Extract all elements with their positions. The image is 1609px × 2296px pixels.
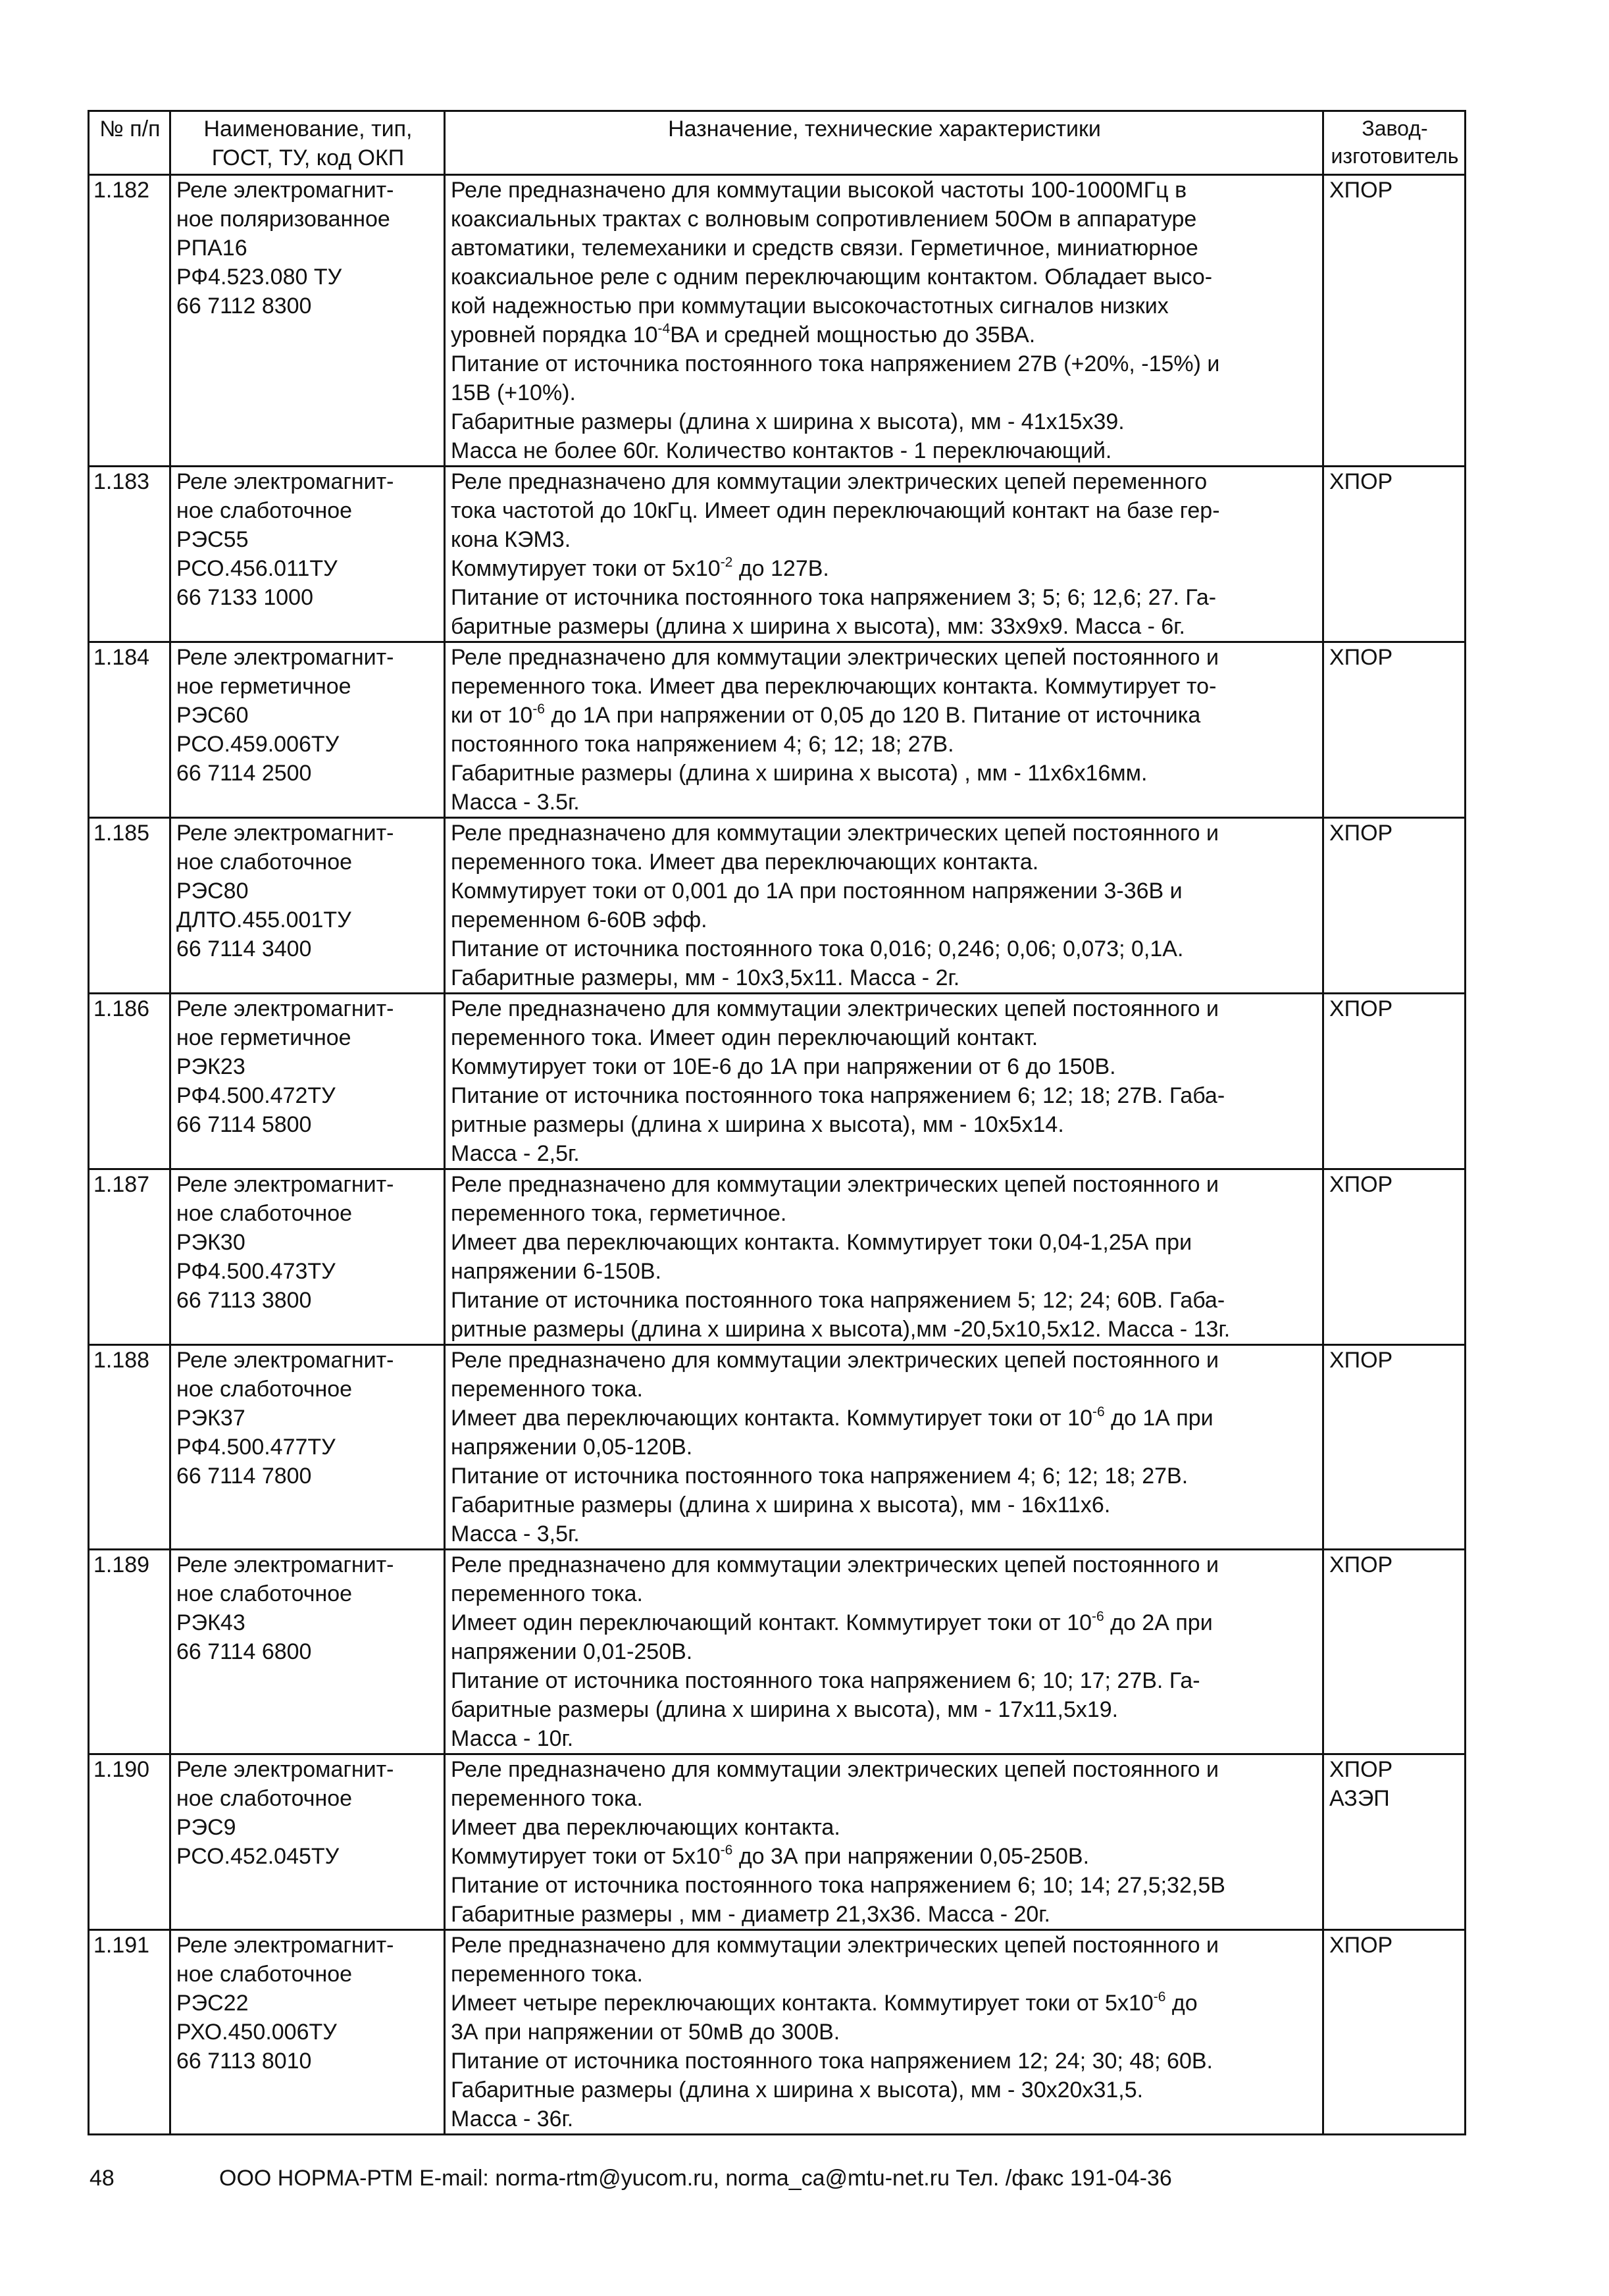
cell-product-name (170, 1930, 445, 2135)
header-number: № п/п (89, 111, 170, 175)
cell-product-name-line: РФ4.500.473ТУ (176, 1259, 336, 1284)
cell-product-name-line: РЭС22 (176, 1991, 249, 2016)
cell-description-line: Питание от источника постоянного тока 0,016; 0,246; 0,06; 0,073; 0,1А. (451, 936, 1184, 961)
cell-item-number: 1.186 (89, 994, 170, 1169)
cell-item-number: 1.182 (89, 175, 170, 467)
cell-description-line: Реле предназначено для коммутации электрических цепей постоянного и (451, 1933, 1219, 1958)
cell-description-line: переменном 6-60В эфф. (451, 907, 707, 932)
header-manufacturer: Завод-изготовитель (1323, 111, 1466, 175)
cell-manufacturer (1323, 994, 1466, 1169)
cell-product-name-line: РЭК23 (176, 1054, 245, 1079)
cell-description-line: переменного тока. (451, 1786, 643, 1811)
cell-description-line: Масса не более 60г. Количество контактов - 1 переключающий. (451, 438, 1112, 463)
cell-description-line: переменного тока. (451, 1581, 643, 1606)
cell-product-name-line: РХО.450.006ТУ (176, 2020, 337, 2045)
cell-description-line: переменного тока. (451, 1962, 643, 1987)
cell-description-line: 3А при напряжении от 50мВ до 300В. (451, 2020, 840, 2045)
cell-description-line: Питание от источника постоянного тока напряжением 12; 24; 30; 48; 60В. (451, 2049, 1213, 2074)
table-row (89, 1754, 1466, 1930)
cell-description (445, 1930, 1323, 2135)
cell-description-line: Питание от источника постоянного тока напряжением 6; 12; 18; 27В. Габа- (451, 1083, 1225, 1108)
cell-description-line: постоянного тока напряжением 4; 6; 12; 18; 27В. (451, 732, 954, 757)
cell-product-name-line: 66 7113 3800 (176, 1288, 312, 1313)
cell-product-name-line: ное герметичное (176, 674, 351, 699)
cell-manufacturer-line: ХПОР (1329, 469, 1393, 494)
table-header-row (89, 111, 1466, 175)
table-row (89, 1930, 1466, 2135)
table-body (89, 175, 1466, 2135)
cell-product-name (170, 1754, 445, 1930)
cell-item-number: 1.190 (89, 1754, 170, 1930)
cell-description-line: Реле предназначено для коммутации высокой частоты 100-1000МГц в (451, 178, 1187, 203)
cell-description-line: баритные размеры (длина х ширина х высота), мм: 33х9х9. Масса - 6г. (451, 614, 1185, 639)
cell-product-name-line: ное слаботочное (176, 1377, 353, 1402)
cell-description-line: Габаритные размеры (длина х ширина х высота) , мм - 11х6х16мм. (451, 761, 1148, 786)
cell-manufacturer (1323, 1169, 1466, 1345)
cell-description (445, 1345, 1323, 1550)
cell-product-name-line: РЭС55 (176, 527, 249, 552)
cell-product-name-line: 66 7133 1000 (176, 585, 313, 610)
table-row (89, 1169, 1466, 1345)
cell-product-name-line: ное слаботочное (176, 1962, 353, 1987)
cell-description-line: Питание от источника постоянного тока напряжением 6; 10; 17; 27В. Га- (451, 1668, 1200, 1693)
cell-product-name-line: Реле электромагнит- (176, 1172, 394, 1197)
cell-product-name-line: РСО.452.045ТУ (176, 1844, 340, 1869)
cell-product-name-line: Реле электромагнит- (176, 1348, 394, 1373)
cell-description-line: Реле предназначено для коммутации электрических цепей переменного (451, 469, 1208, 494)
cell-description-line: Коммутирует токи от 0,001 до 1А при постоянном напряжении 3-36В и (451, 879, 1183, 904)
cell-description (445, 642, 1323, 818)
cell-description-line: Габаритные размеры , мм - диаметр 21,3х36. Масса - 20г. (451, 1902, 1050, 1927)
cell-product-name-line: РПА16 (176, 236, 247, 261)
table-row (89, 994, 1466, 1169)
cell-product-name-line: РФ4.523.080 ТУ (176, 265, 342, 290)
cell-product-name-line: ДЛТО.455.001ТУ (176, 907, 351, 932)
table-row (89, 175, 1466, 467)
cell-description-line: Реле предназначено для коммутации электрических цепей постоянного и (451, 996, 1219, 1021)
cell-manufacturer-line: ХПОР (1329, 1933, 1393, 1958)
cell-item-number: 1.185 (89, 818, 170, 994)
cell-description-line: Имеет два переключающих контакта. Коммутирует токи от $10^{-6}$ до 1А при (451, 1404, 1213, 1431)
cell-product-name-line: 66 7114 7800 (176, 1464, 312, 1489)
cell-product-name-line: РЭС60 (176, 703, 249, 728)
cell-manufacturer-line: ХПОР (1329, 645, 1393, 670)
cell-item-number: 1.188 (89, 1345, 170, 1550)
cell-description-line: кона КЭМ3. (451, 527, 571, 552)
table-row (89, 818, 1466, 994)
cell-description-line: Габаритные размеры (длина х ширина х высота), мм - 30х20х31,5. (451, 2078, 1144, 2103)
cell-description-line: Масса - 36г. (451, 2106, 574, 2131)
table-row (89, 1550, 1466, 1754)
cell-manufacturer-line: АЗЭП (1329, 1786, 1390, 1811)
cell-product-name-line: ное поляризованное (176, 207, 390, 232)
cell-description-line: Габаритные размеры (длина х ширина х высота), мм - 41х15х39. (451, 409, 1125, 434)
cell-product-name (170, 1169, 445, 1345)
cell-description-line: Габаритные размеры, мм - 10х3,5х11. Масса - 2г. (451, 965, 960, 990)
cell-product-name-line: Реле электромагнит- (176, 1552, 394, 1577)
cell-product-name-line: РФ4.500.472ТУ (176, 1083, 336, 1108)
cell-description (445, 1550, 1323, 1754)
cell-manufacturer (1323, 818, 1466, 994)
cell-item-number: 1.184 (89, 642, 170, 818)
cell-item-number: 1.189 (89, 1550, 170, 1754)
cell-description-line: переменного тока, герметичное. (451, 1201, 787, 1226)
footer-contacts: ООО НОРМА-РТМ E-mail: norma-rtm@yucom.ru, norma_ca@mtu-net.ru Тел. /факс 191-04-36 (219, 2166, 1172, 2191)
cell-product-name-line: Реле электромагнит- (176, 469, 394, 494)
cell-description-line: переменного тока. Имеет два переключающих контакта. Коммутирует то- (451, 674, 1217, 699)
cell-description (445, 818, 1323, 994)
cell-description-line: Имеет один переключающий контакт. Коммутирует токи от $10^{-6}$ до 2А при (451, 1608, 1213, 1635)
cell-product-name (170, 818, 445, 994)
table-row (89, 1345, 1466, 1550)
cell-product-name-line: Реле электромагнит- (176, 996, 394, 1021)
cell-description-line: Масса - 3,5г. (451, 1521, 580, 1546)
cell-description-line: Реле предназначено для коммутации электрических цепей постоянного и (451, 1757, 1219, 1782)
cell-product-name-line: Реле электромагнит- (176, 645, 394, 670)
cell-description-line: Реле предназначено для коммутации электрических цепей постоянного и (451, 1552, 1219, 1577)
cell-description-line: Масса - 3.5г. (451, 790, 580, 815)
cell-description (445, 1754, 1323, 1930)
cell-product-name-line: 66 7112 8300 (176, 293, 312, 319)
cell-product-name-line: Реле электромагнит- (176, 178, 394, 203)
cell-manufacturer-line: ХПОР (1329, 1348, 1393, 1373)
cell-description (445, 175, 1323, 467)
cell-product-name-line: ное слаботочное (176, 1581, 353, 1606)
cell-item-number: 1.191 (89, 1930, 170, 2135)
cell-manufacturer (1323, 467, 1466, 642)
relay-catalog-table (88, 110, 1466, 2135)
cell-manufacturer-line: ХПОР (1329, 1757, 1393, 1782)
cell-product-name-line: РЭК30 (176, 1230, 245, 1255)
cell-description-line: Питание от источника постоянного тока напряжением 4; 6; 12; 18; 27В. (451, 1464, 1188, 1489)
header-name: Наименование, тип, ГОСТ, ТУ, код ОКП (170, 111, 445, 175)
cell-product-name-line: РСО.459.006ТУ (176, 732, 340, 757)
page-number: 48 (89, 2166, 115, 2191)
cell-description-line: переменного тока. (451, 1377, 643, 1402)
cell-product-name-line: Реле электромагнит- (176, 1757, 394, 1782)
cell-product-name (170, 642, 445, 818)
cell-description-line: тока частотой до 10кГц. Имеет один переключающий контакт на базе гер- (451, 498, 1220, 523)
cell-description (445, 467, 1323, 642)
cell-description-line: Реле предназначено для коммутации электрических цепей постоянного и (451, 645, 1219, 670)
cell-product-name-line: ное слаботочное (176, 850, 353, 875)
cell-description-line: Питание от источника постоянного тока напряжением 5; 12; 24; 60В. Габа- (451, 1288, 1225, 1313)
cell-item-number: 1.183 (89, 467, 170, 642)
cell-description (445, 1169, 1323, 1345)
cell-product-name (170, 1345, 445, 1550)
cell-description-line: кой надежностью при коммутации высокочастотных сигналов низких (451, 293, 1169, 319)
cell-description-line: Коммутирует токи от 10Е-6 до 1А при напряжении от 6 до 150В. (451, 1054, 1116, 1079)
cell-product-name-line: РЭК43 (176, 1610, 245, 1635)
cell-product-name-line: ное герметичное (176, 1025, 351, 1050)
cell-product-name-line: РСО.456.011ТУ (176, 556, 338, 581)
cell-description-line: Питание от источника постоянного тока напряжением 6; 10; 14; 27,5;32,5В (451, 1873, 1225, 1898)
cell-product-name-line: 66 7114 2500 (176, 761, 312, 786)
cell-product-name (170, 1550, 445, 1754)
cell-product-name-line: Реле электромагнит- (176, 1933, 394, 1958)
cell-description-line: коаксиальное реле с одним переключающим контактом. Обладает высо- (451, 265, 1213, 290)
cell-description-line: Реле предназначено для коммутации электрических цепей постоянного и (451, 1172, 1219, 1197)
cell-description-line: напряжении 0,01-250В. (451, 1639, 693, 1664)
cell-description-line: напряжении 0,05-120В. (451, 1435, 693, 1460)
cell-description-line: ритные размеры (длина х ширина х высота),мм -20,5х10,5х12. Масса - 13г. (451, 1317, 1231, 1342)
cell-description-line: уровней порядка $10^{-4}ВА$ и средней мощностью до 35ВА. (451, 320, 1036, 347)
cell-description-line: Масса - 10г. (451, 1726, 574, 1751)
header-description: Назначение, технические характеристики (445, 111, 1323, 175)
cell-product-name (170, 467, 445, 642)
cell-description-line: Реле предназначено для коммутации электрических цепей постоянного и (451, 821, 1219, 846)
cell-product-name-line: 66 7113 8010 (176, 2049, 312, 2074)
cell-manufacturer (1323, 642, 1466, 818)
cell-description-line: ритные размеры (длина х ширина х высота), мм - 10х5х14. (451, 1112, 1064, 1137)
cell-description-line: коаксиальных трактах с волновым сопротивлением 50Ом в аппаратуре (451, 207, 1197, 232)
cell-description-line: ки от $10^{-6}$ до 1А при напряжении от 0,05 до 120 В. Питание от источника (451, 701, 1201, 728)
cell-manufacturer (1323, 175, 1466, 467)
cell-description-line: Реле предназначено для коммутации электрических цепей постоянного и (451, 1348, 1219, 1373)
cell-manufacturer-line: ХПОР (1329, 178, 1393, 203)
cell-product-name-line: ное слаботочное (176, 1786, 353, 1811)
cell-product-name-line: 66 7114 6800 (176, 1639, 312, 1664)
cell-manufacturer-line: ХПОР (1329, 996, 1393, 1021)
cell-description (445, 994, 1323, 1169)
cell-description-line: Имеет два переключающих контакта. (451, 1815, 840, 1840)
cell-product-name-line: 66 7114 5800 (176, 1112, 312, 1137)
cell-description-line: Масса - 2,5г. (451, 1141, 580, 1166)
cell-description-line: баритные размеры (длина х ширина х высота), мм - 17х11,5х19. (451, 1697, 1119, 1722)
cell-description-line: напряжении 6-150В. (451, 1259, 661, 1284)
cell-manufacturer-line: ХПОР (1329, 1172, 1393, 1197)
cell-product-name-line: ное слаботочное (176, 1201, 353, 1226)
cell-product-name (170, 175, 445, 467)
cell-manufacturer (1323, 1930, 1466, 2135)
cell-manufacturer (1323, 1550, 1466, 1754)
cell-manufacturer-line: ХПОР (1329, 821, 1393, 846)
cell-product-name-line: РЭС80 (176, 879, 249, 904)
cell-product-name-line: 66 7114 3400 (176, 936, 312, 961)
cell-description-line: Питание от источника постоянного тока напряжением 27В (+20%, -15%) и (451, 351, 1220, 376)
cell-description-line: переменного тока. Имеет два переключающих контакта. (451, 850, 1039, 875)
cell-description-line: Коммутирует токи от $5х10^{-2}$ до 127В. (451, 554, 829, 581)
cell-description-line: Питание от источника постоянного тока напряжением 3; 5; 6; 12,6; 27. Га- (451, 585, 1217, 610)
cell-product-name-line: РЭК37 (176, 1406, 245, 1431)
cell-description-line: Имеет два переключающих контакта. Коммутирует токи 0,04-1,25А при (451, 1230, 1192, 1255)
cell-description-line: автоматики, телемеханики и средств связи. Герметичное, миниатюрное (451, 236, 1198, 261)
cell-product-name-line: РФ4.500.477ТУ (176, 1435, 336, 1460)
cell-manufacturer-line: ХПОР (1329, 1552, 1393, 1577)
cell-manufacturer (1323, 1345, 1466, 1550)
cell-description-line: переменного тока. Имеет один переключающий контакт. (451, 1025, 1038, 1050)
cell-product-name-line: ное слаботочное (176, 498, 353, 523)
cell-product-name (170, 994, 445, 1169)
cell-product-name-line: РЭС9 (176, 1815, 236, 1840)
cell-product-name-line: Реле электромагнит- (176, 821, 394, 846)
cell-item-number: 1.187 (89, 1169, 170, 1345)
cell-description-line: 15В (+10%). (451, 380, 576, 405)
cell-description-line: Коммутирует токи от $5х10^{-6}$ до 3А при напряжении 0,05-250В. (451, 1842, 1090, 1869)
table-row (89, 642, 1466, 818)
cell-manufacturer (1323, 1754, 1466, 1930)
cell-description-line: Габаритные размеры (длина х ширина х высота), мм - 16х11х6. (451, 1492, 1111, 1518)
cell-description-line: Имеет четыре переключающих контакта. Коммутирует токи от $5х10^{-6}$ до (451, 1989, 1198, 2016)
table-row (89, 467, 1466, 642)
